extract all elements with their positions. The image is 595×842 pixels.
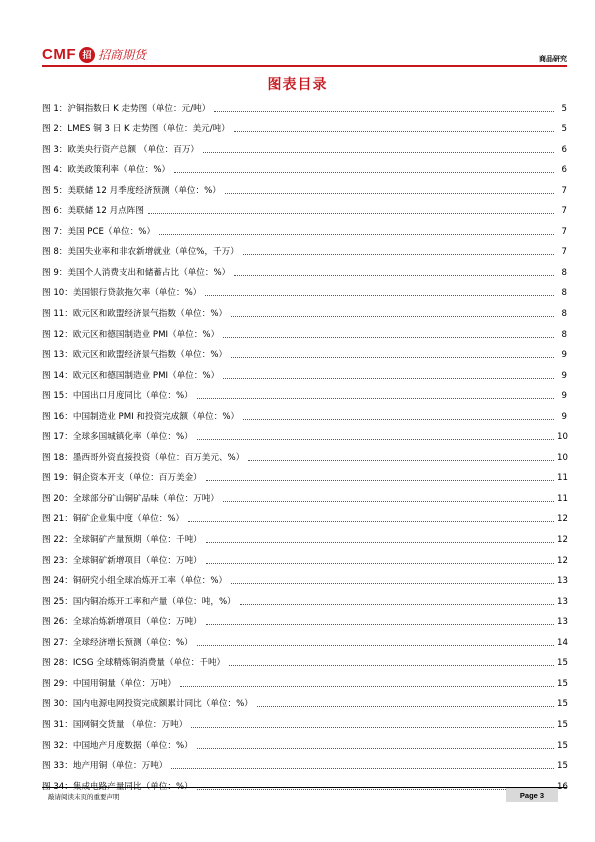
toc-entry-page[interactable]: 11 [557, 473, 568, 484]
toc-entry-label[interactable]: 图 16：中国制造业 PMI 和投资完成额（单位：%） [42, 411, 240, 422]
toc-entry-page[interactable]: 13 [557, 596, 568, 607]
toc-entry[interactable] [42, 382, 567, 403]
toc-leader-dots [188, 520, 554, 522]
toc-entry-label[interactable]: 图 27：全球经济增长预测（单位：%） [42, 637, 193, 648]
toc-entry[interactable] [42, 135, 567, 156]
toc-leader-dots [243, 253, 554, 255]
toc-entry-page[interactable]: 12 [557, 535, 568, 546]
toc-entry-label[interactable]: 图 12：欧元区和德国制造业 PMI（单位：%） [42, 329, 220, 340]
toc-entry-label[interactable]: 图 32：中国地产月度数据（单位：%） [42, 740, 193, 751]
toc-entry-page[interactable]: 9 [561, 350, 567, 361]
page-header [42, 44, 567, 66]
footer-disclaimer: 敲请阅读末页的重要声明 [48, 793, 120, 801]
toc-entry[interactable] [42, 608, 567, 629]
toc-leader-dots [231, 582, 554, 584]
toc-entry[interactable] [42, 341, 567, 362]
toc-leader-dots [197, 644, 554, 646]
logo-chinese: 招商期货 [98, 48, 147, 62]
toc-entry-label[interactable]: 图 21：铜矿企业集中度（单位：%） [42, 514, 185, 525]
toc-entry[interactable] [42, 402, 567, 423]
toc-leader-dots [231, 315, 554, 317]
toc-entry[interactable] [42, 669, 567, 690]
toc-entry[interactable] [42, 690, 567, 711]
toc-entry-label[interactable]: 图 13：欧元区和欧盟经济景气指数（单位：%） [42, 350, 228, 361]
toc-entry-page[interactable]: 12 [557, 555, 568, 566]
toc-entry-label[interactable]: 图 24：铜研究小组全球冶炼开工率（单位：%） [42, 576, 228, 587]
toc-entry[interactable] [42, 320, 567, 341]
toc-entry-label[interactable]: 图 29：中国用铜量（单位：万吨） [42, 678, 176, 689]
toc-entry-label[interactable]: 图 8：美国失业率和非农新增就业（单位%，千万） [42, 247, 239, 258]
toc-entry[interactable] [42, 567, 567, 588]
toc-leader-dots [223, 500, 554, 502]
toc-entry-page[interactable]: 11 [557, 493, 568, 504]
toc-leader-dots [248, 459, 554, 461]
toc-leader-dots [206, 562, 554, 564]
toc-leader-dots [148, 212, 554, 214]
toc-leader-dots [197, 438, 554, 440]
company-logo [42, 46, 146, 63]
toc-leader-dots [203, 151, 554, 153]
toc-leader-dots [171, 767, 554, 769]
toc-entry[interactable] [42, 525, 567, 546]
toc-leader-dots [229, 664, 554, 666]
toc-entry[interactable] [42, 94, 567, 115]
toc-entry[interactable] [42, 238, 567, 259]
toc-entry-label[interactable]: 图 5：美联储 12 月季度经济预测（单位：%） [42, 185, 221, 196]
toc-entry-label[interactable]: 图 18：墨西哥外资直接投资（单位：百万美元、%） [42, 452, 245, 463]
toc-entry-label[interactable]: 图 31：国网铜交货量 （单位：万吨） [42, 719, 188, 730]
toc-entry-page[interactable]: 8 [561, 288, 567, 299]
toc-entry-page[interactable]: 15 [557, 678, 568, 689]
toc-entry-page[interactable]: 15 [557, 761, 568, 772]
toc-leader-dots [225, 192, 554, 194]
toc-leader-dots [197, 747, 554, 749]
toc-entry-label[interactable]: 图 17：全球多国城镇化率（单位：%） [42, 432, 193, 443]
toc-leader-dots [214, 110, 554, 112]
toc-leader-dots [174, 171, 554, 173]
toc-entry-label[interactable]: 图 19：铜企资本开支（单位：百万美金） [42, 473, 202, 484]
toc-entry[interactable] [42, 443, 567, 464]
toc-entry-label[interactable]: 图 7：美国 PCE（单位：%） [42, 226, 156, 237]
toc-entry-label[interactable]: 图 14：欧元区和德国制造业 PMI（单位：%） [42, 370, 220, 381]
toc-entry-page[interactable]: 10 [557, 432, 568, 443]
toc-entry-label[interactable]: 图 3：欧美央行资产总额 （单位：百万） [42, 144, 200, 155]
toc-leader-dots [206, 623, 554, 625]
toc-entry[interactable] [42, 176, 567, 197]
toc-entry[interactable] [42, 464, 567, 485]
toc-leader-dots [180, 685, 554, 687]
toc-entry-page[interactable]: 13 [557, 617, 568, 628]
toc-entry-page[interactable]: 6 [561, 144, 567, 155]
page-title: 图表目录 [267, 77, 328, 93]
toc-entry-page[interactable]: 10 [557, 452, 568, 463]
toc-entry-label[interactable]: 图 6：美联储 12 月点阵图 [42, 206, 144, 217]
toc-entry[interactable] [42, 546, 567, 567]
toc-entry-label[interactable]: 图 2：LMES 铜 3 日 K 走势图（单位：美元/吨） [42, 124, 230, 135]
toc-entry-page[interactable]: 5 [561, 103, 567, 114]
toc-leader-dots [206, 479, 554, 481]
toc-entry-label[interactable]: 图 9：美国个人消费支出和储蓄占比（单位：%） [42, 267, 231, 278]
toc-entry-page[interactable]: 8 [561, 267, 567, 278]
toc-leader-dots [234, 130, 554, 132]
toc-entry-label[interactable]: 图 11：欧元区和欧盟经济景气指数（单位：%） [42, 309, 228, 320]
toc-leader-dots [234, 274, 554, 276]
toc-entry[interactable] [42, 217, 567, 238]
toc-entry-page[interactable]: 15 [557, 740, 568, 751]
toc-entry[interactable] [42, 649, 567, 670]
toc-entry-label[interactable]: 图 22：全球铜矿产量预期（单位：千吨） [42, 535, 202, 546]
toc-entry[interactable] [42, 361, 567, 382]
toc-leader-dots [223, 377, 554, 379]
toc-entry[interactable] [42, 752, 567, 773]
toc-entry-page[interactable]: 8 [561, 329, 567, 340]
logo-latin: CMF [42, 46, 76, 63]
toc-entry-label[interactable]: 图 23：全球铜矿新增项目（单位：万吨） [42, 555, 202, 566]
toc-entry[interactable] [42, 628, 567, 649]
toc-entry-page[interactable]: 7 [561, 185, 567, 196]
toc-entry-page[interactable]: 9 [561, 370, 567, 381]
toc-entry[interactable] [42, 772, 567, 793]
toc-entry-page[interactable]: 15 [557, 719, 568, 730]
toc-entry[interactable] [42, 156, 567, 177]
toc-entry-page[interactable]: 13 [557, 576, 568, 587]
toc-entry-page[interactable]: 9 [561, 411, 567, 422]
toc-entry-label[interactable]: 图 33：地产用铜（单位：万吨） [42, 761, 168, 772]
toc-leader-dots [231, 356, 554, 358]
toc-leader-dots [197, 397, 554, 399]
toc-entry-label[interactable]: 图 20：全球部分矿山铜矿品味（单位：万吨） [42, 493, 219, 504]
toc-entry-page[interactable]: 14 [557, 637, 568, 648]
toc-entry[interactable] [42, 258, 567, 279]
toc-entry-page[interactable]: 7 [561, 206, 567, 217]
toc-entry-label[interactable]: 图 26：全球冶炼新增项目（单位：万吨） [42, 617, 202, 628]
toc-entry[interactable] [42, 731, 567, 752]
toc-leader-dots [159, 233, 554, 235]
toc-entry[interactable] [42, 423, 567, 444]
toc-entry-label[interactable]: 图 10：美国银行贷款拖欠率（单位：%） [42, 288, 202, 299]
toc-entry-label[interactable]: 图 30：国内电源电网投资完成额累计同比（单位：%） [42, 699, 253, 710]
toc-entry-label[interactable]: 图 25：国内铜冶炼开工率和产量（单位：吨，%） [42, 596, 236, 607]
footer-divider [42, 787, 567, 788]
toc-entry-label[interactable]: 图 15：中国出口月度同比（单位：%） [42, 391, 193, 402]
toc-entry-label[interactable]: 图 28：ICSG 全球精炼铜消费量（单位：千吨） [42, 658, 226, 669]
toc-leader-dots [243, 418, 554, 420]
toc-entry-page[interactable]: 7 [561, 247, 567, 258]
toc-entry[interactable] [42, 505, 567, 526]
toc-entry-page[interactable]: 6 [561, 165, 567, 176]
toc-entry-page[interactable]: 8 [561, 309, 567, 320]
toc-entry[interactable] [42, 197, 567, 218]
page-number: Page 3 [506, 788, 558, 802]
toc-leader-dots [191, 726, 554, 728]
toc-entry[interactable] [42, 279, 567, 300]
toc-entry-page[interactable]: 5 [561, 124, 567, 135]
toc-leader-dots [257, 705, 554, 707]
logo-mark-icon: 招 [79, 47, 95, 63]
toc-leader-dots [223, 336, 554, 338]
toc-entry-label[interactable]: 图 4：欧美政策利率（单位：%） [42, 165, 171, 176]
toc-entry[interactable] [42, 115, 567, 136]
toc-leader-dots [206, 541, 554, 543]
toc-entry[interactable] [42, 710, 567, 731]
toc-entry-page[interactable]: 7 [561, 226, 567, 237]
toc-entry-page[interactable]: 15 [557, 699, 568, 710]
header-divider [42, 65, 567, 67]
toc-entry-label[interactable]: 图 1：沪铜指数日 K 走势图（单位：元/吨） [42, 103, 211, 114]
toc-entry-page[interactable]: 12 [557, 514, 568, 525]
toc-entry-page[interactable]: 9 [561, 391, 567, 402]
toc-leader-dots [240, 603, 554, 605]
section-label: 商品研究 [539, 55, 567, 63]
table-of-figures [42, 94, 567, 793]
toc-entry[interactable] [42, 299, 567, 320]
toc-entry[interactable] [42, 484, 567, 505]
toc-entry-page[interactable]: 15 [557, 658, 568, 669]
toc-leader-dots [205, 294, 554, 296]
toc-entry[interactable] [42, 587, 567, 608]
